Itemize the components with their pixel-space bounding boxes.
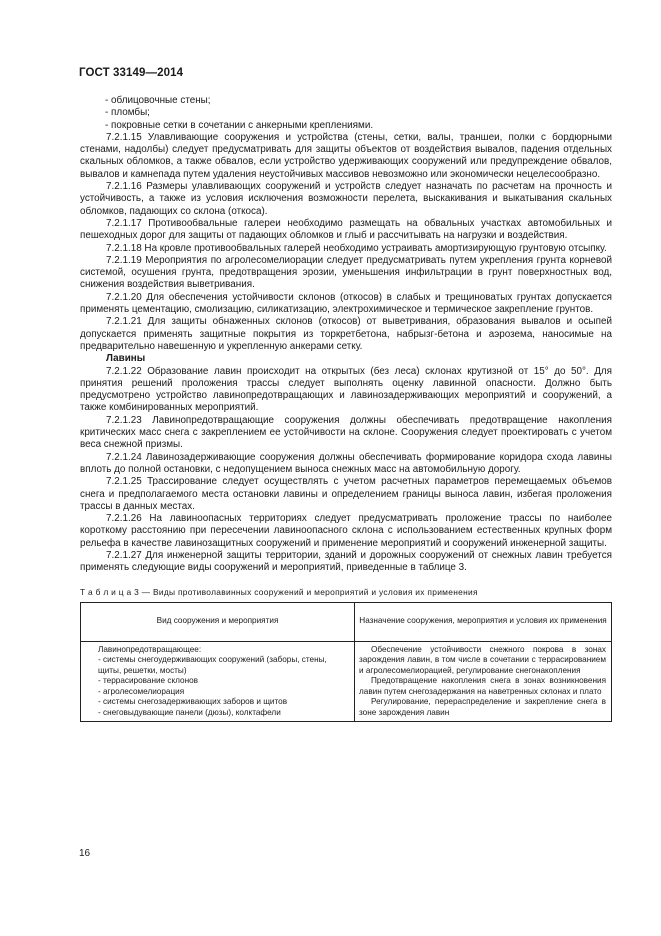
table-left-item: - агролесомелиорация: [98, 686, 185, 696]
table-cell-types: [81, 641, 355, 722]
clause-7-2-1-17: 7.2.1.17 Противообвальные галереи необходимо размещать на обвальных участках автомобильных и пешеходных дорог для защиты от падающих обломков и глыб и рассчитывать на нагрузки и воздействия.: [80, 217, 612, 242]
table-caption: Т а б л и ц а 3 — Виды противолавинных сооружений и мероприятий и условия их применения: [80, 586, 478, 597]
clause-7-2-1-22: 7.2.1.22 Образование лавин происходит на открытых (без леса) склонах крутизной от 15° до 50°. Для принятия решений проложения трассы следует выполнять оценку лавинной опасности. Должно быть предусмотрено устройство лавинопредотвращающих и лавинозадерживающих мероприятий и сооружений, а также комбинированных мероприятий.: [80, 365, 612, 414]
table-left-item: - снеговыдувающие панели (дюзы), колктафели: [98, 707, 281, 717]
clause-7-2-1-18: 7.2.1.18 На кровле противообвальных галерей необходимо устраивать амортизирующую грунтовую отсыпку.: [106, 242, 607, 254]
table-right-para: Обеспечение устойчивости снежного покрова в зонах зарождения лавин, в том числе в сочетании с террасированием и агролесомелиорацией, регулирование снегонакопления: [359, 644, 606, 675]
table-right-para: Предотвращение накопления снега в зонах возникновения лавин путем снегозадержания на наветренных склонах и плато: [359, 676, 606, 696]
table-left-title: Лавинопредотвращающее:: [98, 644, 202, 654]
clause-7-2-1-20: 7.2.1.20 Для обеспечения устойчивости склонов (откосов) в слабых и трещиноватых грунтах допускается применять цементацию, смолизацию, силикатизацию, электрохимическое и термическое закрепление грунтов.: [80, 291, 612, 316]
page-number: 16: [79, 848, 91, 859]
clause-7-2-1-27: 7.2.1.27 Для инженерной защиты территории, зданий и дорожных сооружений от снежных лавин требуется применять следующие виды сооружений и мероприятий, приведенные в таблице 3.: [80, 549, 612, 574]
table-left-item: - системы снегоудерживающих сооружений (заборы, стены, щиты, решетки, мосты): [98, 655, 327, 675]
document-body: [80, 95, 612, 722]
table-left-item: - системы снегозадерживающих заборов и щитов: [98, 697, 288, 707]
clause-7-2-1-26: 7.2.1.26 На лавиноопасных территориях следует предусматривать проложение трассы по наиболее короткому расстоянию при пересечении лавиноопасного склона с использованием естественных крупных форм рельефа в качестве лавинозащитных сооружений и применение мероприятий и сооружений инженерной защиты.: [80, 513, 612, 549]
table-cell-purpose: [355, 641, 612, 722]
clause-7-2-1-25: 7.2.1.25 Трассирование следует осуществлять с учетом расчетных параметров перемещаемых объемов снега и предполагаемого места остановки лавины и определением границы выноса лавин, избегая проложения трассы в данных местах.: [80, 476, 612, 512]
clause-7-2-1-23: 7.2.1.23 Лавинопредотвращающие сооружения должны обеспечивать предотвращение накопления критических масс снега с закреплением ее устойчивости на склоне. Сооружения следует проектировать с учетом веса снежной призмы.: [80, 414, 612, 451]
clause-7-2-1-24: 7.2.1.24 Лавинозадерживающие сооружения должны обеспечивать формирование коридора схода лавины вплоть до полной остановки, с недопущением выноса снежных масс на автомобильную дорогу.: [80, 451, 612, 475]
table-right-para: Регулирование, перераспределение и закрепление снега в зоне зарождения лавин: [359, 697, 606, 717]
bullet-item: - пломбы;: [105, 107, 150, 119]
table-header-col1: Вид сооружения и мероприятия: [81, 602, 355, 641]
table-row: [81, 641, 612, 722]
clause-7-2-1-15: 7.2.1.15 Улавливающие сооружения и устройства (стены, сетки, валы, траншеи, полки с бордюрными стенами, надолбы) следует предусматривать для защиты объектов от воздействия вывалов, падения отдельных скальных обломков, а также обвалов, если устройство удерживающих сооружений или предупреждение обвалов, вывалов и камнепада путем удаления неустойчивых массивов невозможно или экономически нецелесообразно.: [80, 131, 612, 180]
avalanche-table: [80, 602, 612, 723]
clause-7-2-1-21: 7.2.1.21 Для защиты обнаженных склонов (откосов) от выветривания, образования вывалов и осыпей допускается применять защитные покрытия из торкретбетона, набрызг-бетона и аэрозема, наносимые на предварительно навешенную и укрепленную анкерами сетку.: [80, 316, 612, 352]
bullet-item: - покровные сетки в сочетании с анкерными креплениями.: [105, 119, 374, 131]
table-left-item: - террасирование склонов: [98, 676, 198, 686]
bullet-item: - облицовочные стены;: [105, 95, 211, 106]
table-header-col2: Назначение сооружения, мероприятия и условия их применения: [355, 602, 612, 641]
clause-7-2-1-19: 7.2.1.19 Мероприятия по агролесомелиорации следует предусматривать путем укрепления грунта корневой системой, осушения грунта, предотвращения эрозии, уменьшения инфильтрации в грунт поверхностных вод, снижения воздействия выветривания.: [80, 254, 612, 291]
document-header: ГОСТ 33149—2014: [79, 67, 184, 79]
section-heading: Лавины: [106, 353, 146, 365]
clause-7-2-1-16: 7.2.1.16 Размеры улавливающих сооружений и устройств следует назначать по расчетам на прочность и устойчивость, а также из условия исключения возможности перелета, выскакивания и выкатывания скальных обломков, падающих со склона (откоса).: [80, 181, 612, 217]
table-header-row: [81, 602, 612, 641]
